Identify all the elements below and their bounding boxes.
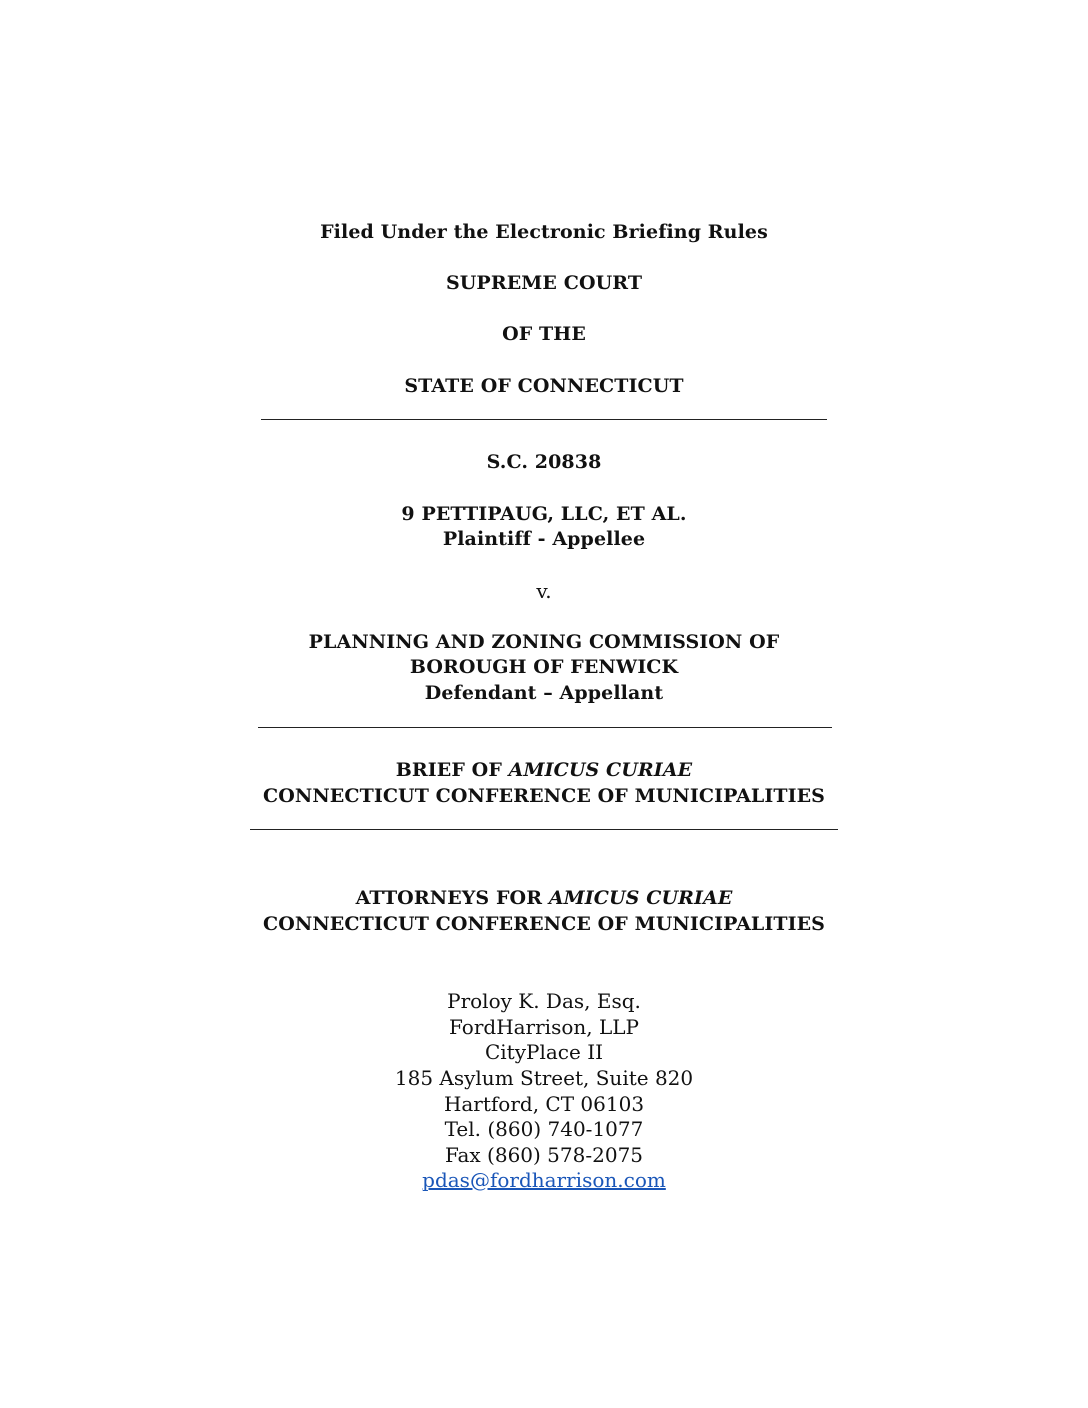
brief-party: CONNECTICUT CONFERENCE OF MUNICIPALITIES (263, 785, 825, 807)
contact-fax: Fax (860) 578-2075 (444, 1143, 644, 1167)
contact-firm: FordHarrison, LLP (449, 1015, 639, 1039)
defendant-line-2: BOROUGH OF FENWICK (409, 656, 679, 678)
contact-email-link[interactable]: pdas@fordharrison.com (422, 1168, 666, 1192)
docket-number: S.C. 20838 (486, 451, 602, 473)
brief-prefix: BRIEF OF (395, 759, 509, 781)
attorneys-amicus: AMICUS CURIAE (548, 887, 733, 909)
plaintiff-role: Plaintiff - Appellee (442, 528, 646, 550)
divider-top (261, 419, 827, 420)
brief-title (0, 757, 1088, 783)
attorneys-party: CONNECTICUT CONFERENCE OF MUNICIPALITIES (263, 913, 825, 935)
contact-email-row (0, 1167, 1088, 1193)
filing-note: Filed Under the Electronic Briefing Rules (320, 221, 768, 243)
court-state: STATE OF CONNECTICUT (404, 375, 684, 397)
contact-city: Hartford, CT 06103 (443, 1092, 645, 1116)
attorneys-prefix: ATTORNEYS FOR (355, 887, 549, 909)
divider-bottom (250, 829, 838, 830)
defendant-line-1: PLANNING AND ZONING COMMISSION OF (308, 631, 780, 653)
defendant-role: Defendant – Appellant (424, 682, 664, 704)
contact-building: CityPlace II (484, 1040, 603, 1064)
divider-middle (258, 727, 832, 728)
attorneys-title (0, 885, 1088, 911)
contact-tel: Tel. (860) 740-1077 (444, 1117, 644, 1141)
court-name: SUPREME COURT (445, 272, 643, 294)
contact-name: Proloy K. Das, Esq. (447, 989, 641, 1013)
brief-amicus: AMICUS CURIAE (508, 759, 693, 781)
contact-street: 185 Asylum Street, Suite 820 (394, 1066, 694, 1090)
court-of-the: OF THE (502, 323, 586, 345)
plaintiff-name: 9 PETTIPAUG, LLC, ET AL. (401, 503, 687, 525)
versus: v. (536, 579, 552, 603)
